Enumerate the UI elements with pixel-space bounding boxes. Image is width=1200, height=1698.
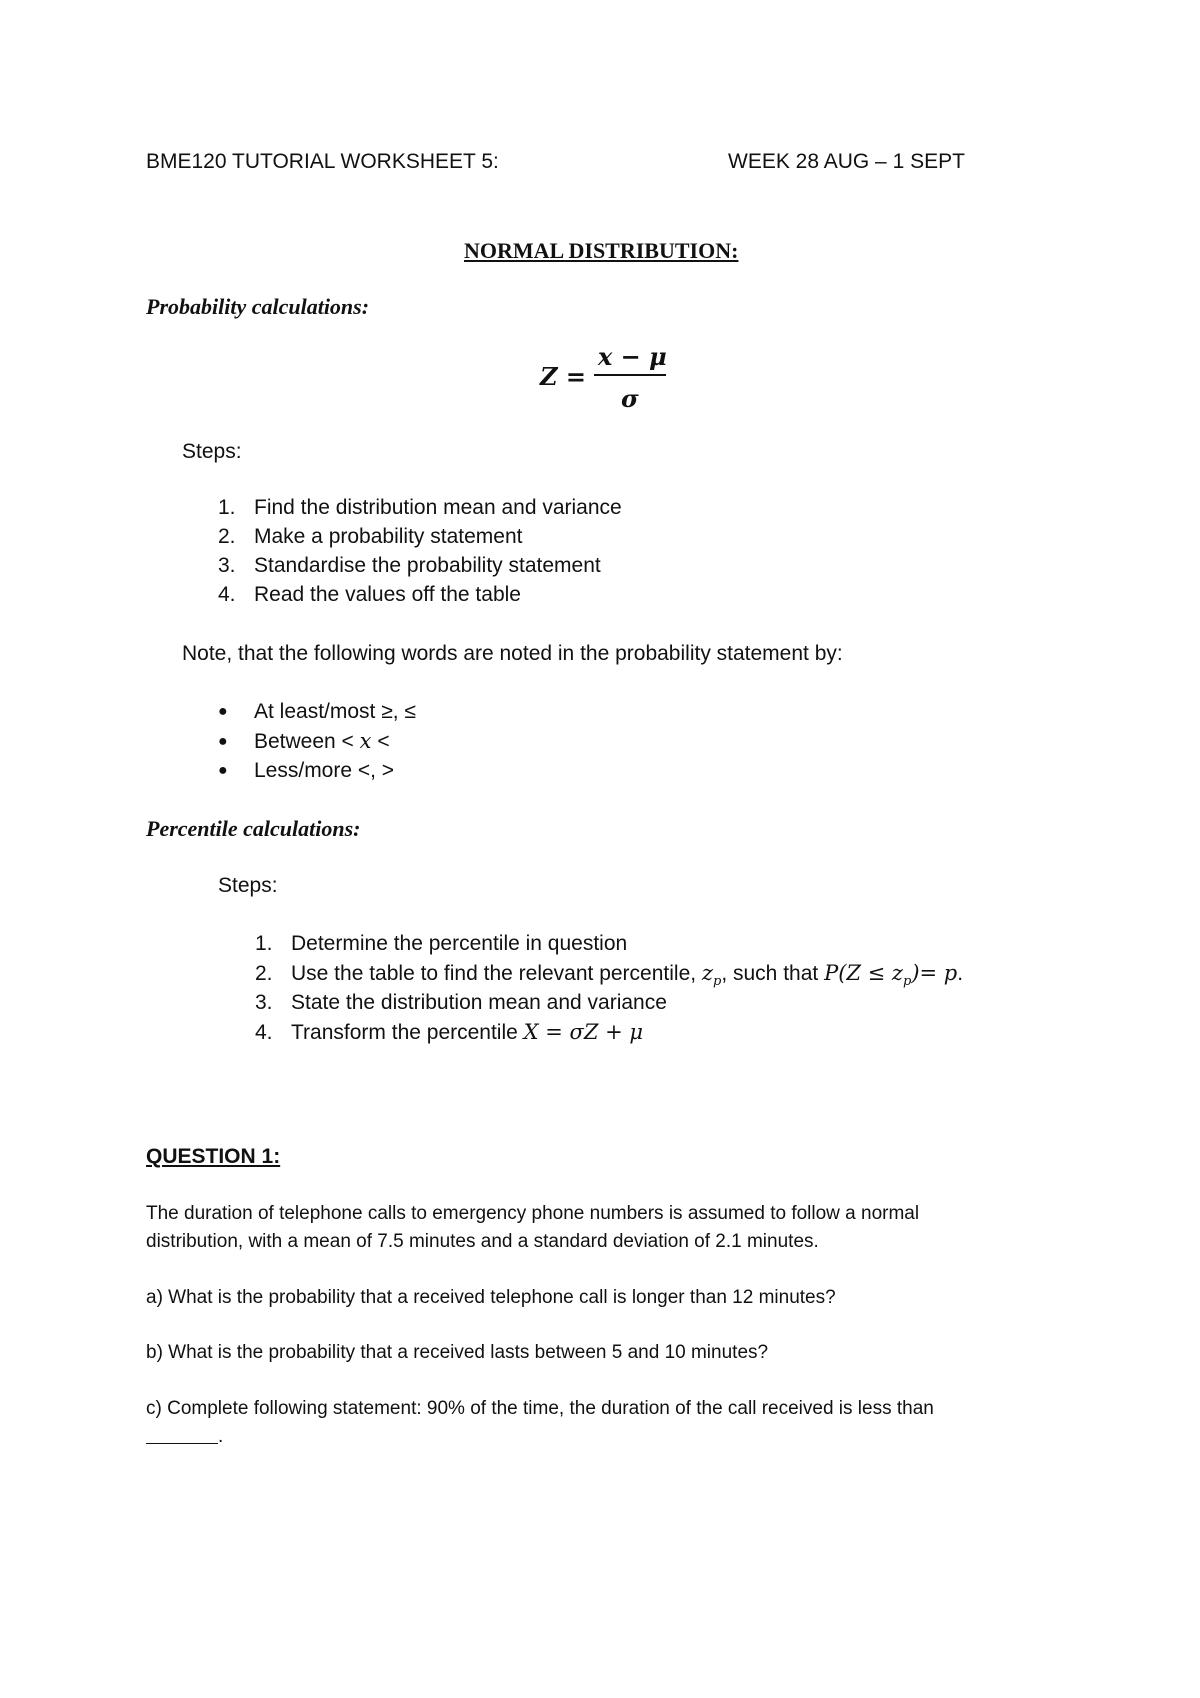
blank-underline — [146, 1427, 218, 1444]
step-math-sub: p — [903, 974, 912, 990]
step-text: Standardise the probability statement — [254, 554, 601, 577]
percentile-step — [255, 961, 963, 989]
question-intro-line: distribution, with a mean of 7.5 minutes and a standard deviation of 2.1 minutes. — [146, 1231, 819, 1252]
percentile-steps-label: Steps: — [218, 874, 278, 897]
page-title: NORMAL DISTRIBUTION: — [464, 238, 739, 263]
bullet-icon: ● — [218, 762, 228, 779]
question-part-a: a) What is the probability that a received telephone call is longer than 12 minutes? — [146, 1287, 836, 1308]
step-math: )= p — [911, 961, 958, 985]
step-text: Make a probability statement — [254, 525, 523, 548]
step-number: 1. — [218, 496, 236, 519]
answer-blank-line — [146, 1426, 223, 1448]
bullet-icon: ● — [218, 703, 228, 720]
bullet-icon: ● — [218, 733, 228, 750]
note-text: Note, that the following words are noted in the probability statement by: — [182, 642, 843, 665]
step-math-sub: p — [713, 974, 722, 990]
bullet-item — [218, 759, 394, 783]
bullet-text: Between < — [254, 730, 360, 753]
bullet-item — [218, 729, 390, 754]
step-number: 2. — [218, 525, 236, 548]
step-math: X = σZ + μ — [523, 1020, 644, 1044]
step-text: Read the values off the table — [254, 583, 521, 606]
step-number: 4. — [255, 1021, 273, 1044]
step-number: 1. — [255, 932, 273, 955]
header-week: WEEK 28 AUG – 1 SEPT — [728, 150, 965, 173]
formula-numerator: x − μ — [598, 342, 667, 371]
blank-end-punct: . — [218, 1426, 224, 1447]
question-part-b: b) What is the probability that a received lasts between 5 and 10 minutes? — [146, 1342, 769, 1363]
step-text: Use the table to find the relevant percentile, — [291, 962, 702, 985]
step-text: State the distribution mean and variance — [291, 991, 667, 1014]
step-text: , such that — [721, 962, 825, 985]
bullet-math: x — [359, 729, 372, 753]
question-intro-line: The duration of telephone calls to emergency phone numbers is assumed to follow a normal — [146, 1203, 920, 1224]
step-number: 2. — [255, 962, 273, 985]
step-number: 4. — [218, 583, 236, 606]
bullet-text: At least/most ≥, ≤ — [254, 700, 416, 723]
step-number: 3. — [218, 554, 236, 577]
probability-steps-label: Steps: — [182, 440, 242, 463]
formula-lhs: Z = — [540, 362, 586, 391]
bullet-text: Less/more <, > — [254, 759, 395, 782]
percentile-step — [255, 991, 667, 1015]
probability-step — [218, 525, 522, 549]
fraction-bar — [594, 374, 666, 376]
question-part-c: c) Complete following statement: 90% of the time, the duration of the call received is less than — [146, 1398, 934, 1419]
percentile-step — [255, 932, 627, 956]
step-math: P(Z ≤ z — [824, 961, 903, 985]
percentile-heading: Percentile calculations: — [146, 816, 361, 841]
percentile-step — [255, 1020, 643, 1045]
probability-step — [218, 583, 521, 607]
step-text: Determine the percentile in question — [291, 932, 628, 955]
probability-step — [218, 496, 622, 520]
step-math: z — [701, 961, 713, 985]
formula-denominator: σ — [621, 384, 639, 413]
step-number: 3. — [255, 991, 273, 1014]
probability-heading: Probability calculations: — [146, 294, 370, 319]
bullet-item — [218, 700, 416, 724]
step-text: Transform the percentile — [291, 1021, 524, 1044]
question-heading: QUESTION 1: — [146, 1145, 281, 1168]
header-course: BME120 TUTORIAL WORKSHEET 5: — [146, 150, 499, 173]
step-text: Find the distribution mean and variance — [254, 496, 622, 519]
step-text: . — [957, 962, 964, 985]
bullet-text-after: < — [371, 730, 390, 753]
probability-step — [218, 554, 601, 578]
